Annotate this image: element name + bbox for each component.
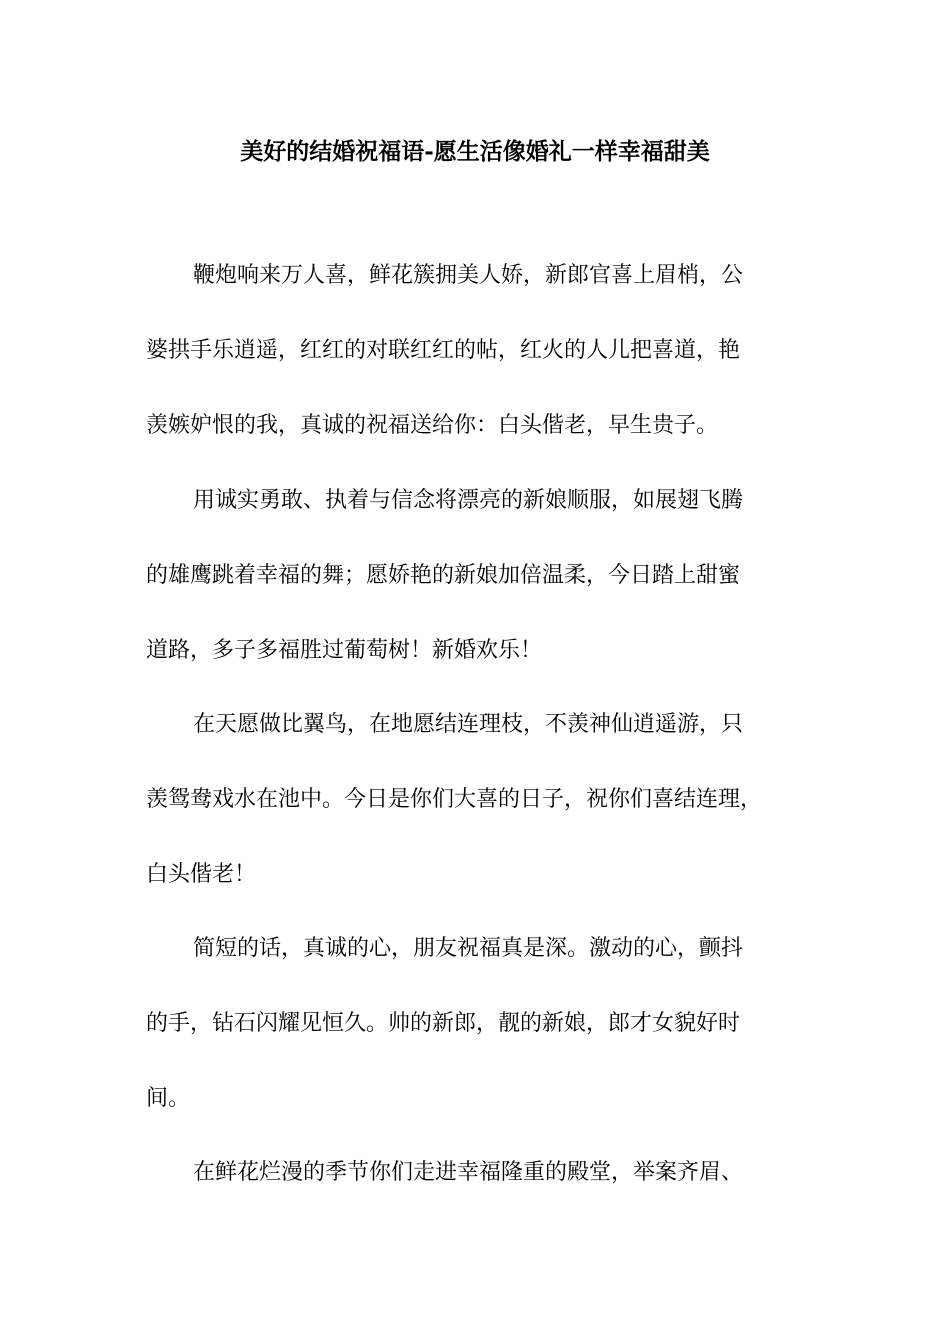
paragraph-line: 在鲜花烂漫的季节你们走进幸福隆重的殿堂，举案齐眉、 [193,1160,744,1185]
paragraph-line: 白头偕老！ [146,862,257,887]
paragraph-line: 羡嫉妒恨的我，真诚的祝福送给你：白头偕老，早生贵子。 [146,413,719,438]
paragraph-line: 鞭炮响来万人喜，鲜花簇拥美人娇，新郎官喜上眉梢，公 [193,263,744,288]
paragraph-line: 间。 [146,1086,191,1111]
paragraph-line: 的雄鹰跳着幸福的舞；愿娇艳的新娘加倍温柔，今日踏上甜蜜 [146,563,741,588]
paragraph-line: 道路，多子多福胜过葡萄树！新婚欢乐！ [146,638,543,663]
paragraph-line: 在天愿做比翼鸟，在地愿结连理枝，不羡神仙逍遥游，只 [193,712,744,737]
paragraph-line: 羡鸳鸯戏水在池中。今日是你们大喜的日子，祝你们喜结连理， [146,787,763,812]
paragraph-line: 的手，钻石闪耀见恒久。帅的新郎，靓的新娘，郎才女貌好时 [146,1011,741,1036]
paragraph-line: 简短的话，真诚的心，朋友祝福真是深。激动的心，颤抖 [193,936,744,961]
document-title: 美好的结婚祝福语-愿生活像婚礼一样幸福甜美 [240,138,710,165]
paragraph-line: 用诚实勇敢、执着与信念将漂亮的新娘顺服，如展翅飞腾 [193,488,744,513]
paragraph-line: 婆拱手乐逍遥，红红的对联红红的帖，红火的人儿把喜道，艳 [146,338,741,363]
